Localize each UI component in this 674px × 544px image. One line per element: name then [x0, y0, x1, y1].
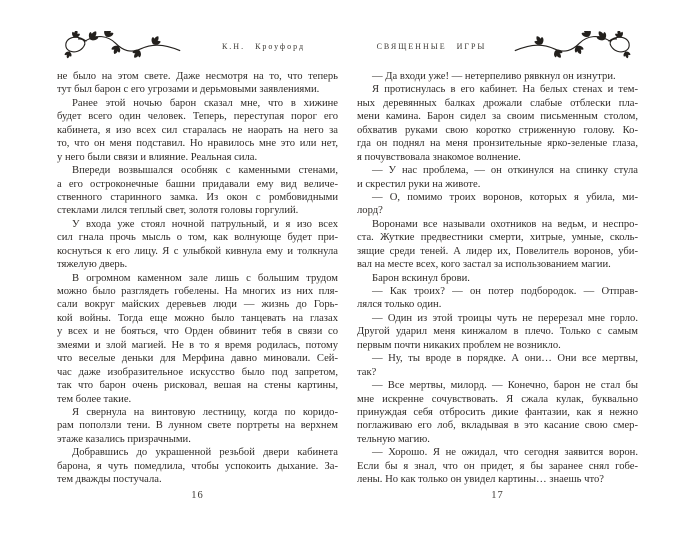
text-line: обхватив руками свою коротко стриженную голову. Ко- [357, 124, 638, 136]
text-line: Если бы я знал, что он придет, я бы заранее снял гобе- [357, 460, 638, 472]
text-line: и скрестил руки на животе. [357, 178, 481, 190]
text-line: а его остроконечные башни придавали ему вид величе- [57, 178, 338, 190]
text-line: у него были связи и влияние. Реальная сила. [57, 151, 258, 163]
text-line: змеями и злой магией. Не в то я время родилась, потому [57, 339, 338, 351]
page-right [357, 30, 638, 501]
running-head-author: К.Н. Кроуфорд [221, 41, 306, 51]
vine-flourish-icon [506, 31, 638, 61]
text-line: час даже изобразительное искусство было под запретом, [57, 366, 338, 378]
text-line: коснуться к его лицу. Я с улыбкой кивнула ему и толкнула [57, 245, 338, 257]
text-line: ных деревянных балках дрожали слабые отблески пла- [357, 97, 638, 109]
text-line: лялся только один. [357, 299, 442, 311]
text-line: тельную магию. [357, 433, 430, 445]
text-line: сали вокруг майских деревьев люди — жизнь до Горь- [57, 299, 338, 311]
text-line: — У нас проблема, — он откинулся на спинку стула [372, 165, 638, 177]
text-line: то, что он меня подставил. Но нравилось мне это или нет, [57, 138, 338, 150]
text-line: — Хорошо. Я не ожидал, что сегодня заявится ворон. [372, 447, 638, 459]
text-line: вал на месте всех, кого застал за использованием магии. [357, 259, 611, 271]
text-line: тем дважды постучала. [57, 474, 162, 486]
text-line: ста. Жуткие предвестники смерти, хитрые, умные, сколь- [357, 232, 638, 244]
text-line: — Да входи уже! — нетерпеливо рявкнул он изнутри. [372, 71, 616, 82]
text-line: Впереди возвышался особняк с каменными стенами, [72, 165, 338, 177]
text-line: будет всего один человек. Теперь, переступая порог его [57, 111, 338, 123]
page-text-right [357, 70, 638, 487]
text-line: что веселые деньки для Мерфина давно миновали. Сей- [57, 353, 338, 365]
text-line: Воронами все называли охотников на ведьм, и неспро- [372, 218, 638, 230]
text-line: — Как троих? — он потер подбородок. — Отправ- [372, 286, 638, 297]
running-head-right [357, 30, 638, 62]
text-line: лорд? [357, 205, 383, 217]
text-line: барона, я чуть помедлила, чтобы успокоить дыхание. За- [57, 460, 338, 472]
text-line: стеклами лился теплый свет, золотя головы горгулий. [57, 205, 299, 217]
text-line: тяжелую дверь. [57, 259, 128, 271]
text-line: тут был барон с его угрозами и дерьмовыми заявлениями. [57, 84, 320, 96]
text-line: так что барон очень рисковал, вешая на стены картины, [57, 380, 338, 392]
text-line: этаже казались призрачными. [57, 433, 191, 445]
page-text-left [57, 70, 338, 487]
text-line: зящие среди теней. А лидер их, Повелитель воронов, уби- [357, 245, 638, 257]
text-line: мне искренне сочувствовать. Я сжала кулак, буквально [357, 393, 638, 405]
text-line: — Один из этой троицы чуть не перерезал мне горло. [372, 312, 638, 324]
page-number-left: 16 [191, 489, 204, 501]
page-number-right: 17 [491, 489, 504, 501]
text-line: кой войны. Тогда еще можно было танцевать на глазах [57, 312, 338, 324]
text-line: не было на этом свете. Даже несмотря на то, что теперь [57, 71, 338, 82]
text-line: можно было разглядеть гобелены. На многих из них пля- [57, 286, 338, 297]
text-line: Я свернула на винтовую лестницу, когда по коридо- [72, 406, 338, 418]
text-line: кабинета, я изо всех сил старалась не наорать на него за [57, 124, 338, 136]
text-line: В огромном каменном зале лишь с большим трудом [72, 272, 338, 284]
text-line: сил гнала прочь мысль о том, как волнующе будет при- [57, 232, 338, 244]
text-line: гда он поднял на меня пронзительные ярко-зеленые глаза, [357, 138, 638, 150]
text-line: у всех и не бояться, что Орден обвинит тебя в связи со [57, 326, 338, 338]
text-line: Добравшись до украшенной резьбой двери кабинета [72, 447, 338, 459]
text-line: так? [357, 366, 377, 378]
text-line: мени камина. Барон сидел за своим письменным столом, [357, 111, 638, 123]
text-line: я почувствовала знакомое волнение. [357, 151, 521, 163]
running-head-left [57, 30, 338, 62]
text-line: У входа уже стоял ночной патрульный, и я изо всех [72, 218, 338, 230]
text-line: Я протиснулась в его кабинет. На белых стенах и тем- [372, 84, 638, 96]
running-head-title: СВЯЩЕННЫЕ ИГРЫ [376, 41, 487, 51]
text-line: поглаживаю его лоб, вкладывая в это касание свою смер- [357, 420, 638, 432]
text-line: рам поползли тени. В лунном свете портреты на верхнем [57, 420, 338, 432]
text-line: лены. Но как только он увидел картины… знаешь что? [357, 474, 604, 486]
text-line: — Ну, ты вроде в порядке. А они… Они все мертвы, [372, 353, 638, 365]
text-line: ственного старинного замка. Из окон с ромбовидными [57, 191, 338, 203]
text-line: — Все мертвы, милорд. — Конечно, барон не стал бы [372, 380, 638, 392]
text-line: Ранее этой ночью барон сказал мне, что в хижине [72, 97, 338, 109]
text-line: принуждая себя отбросить дикие фантазии, как я нежно [357, 406, 638, 418]
text-line: тем более такие. [57, 393, 132, 405]
text-line: Другой ударил меня кинжалом в плечо. Только с самым [357, 326, 638, 338]
text-line: первым почти никаких проблем не возникло. [357, 339, 561, 351]
vine-flourish-icon [57, 31, 189, 61]
text-line: Барон вскинул брови. [372, 272, 470, 284]
text-line: — О, помимо троих воронов, которых я убила, ми- [372, 191, 638, 203]
page-left [57, 30, 338, 501]
